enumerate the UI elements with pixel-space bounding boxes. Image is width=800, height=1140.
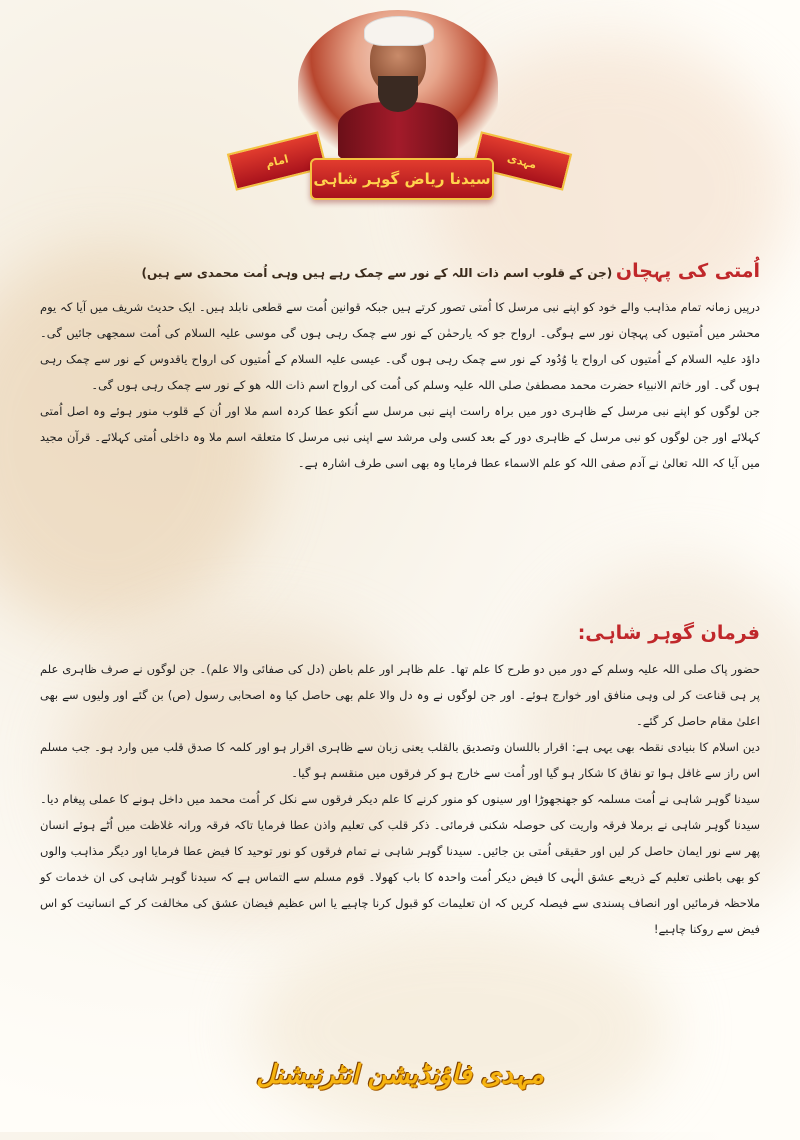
portrait-image: [298, 10, 498, 160]
section-heading: اُمتی کی پہچان: [615, 260, 760, 282]
header-emblem: [220, 0, 580, 255]
paragraph: دین اسلام کا بنیادی نقطہ بھی یہی ہے: اقرار باللسان وتصدیق بالقلب یعنی زبان سے ظاہری اقرار ہو اور کلمہ کا صدق قلب میں وارد ہو۔ جب مسلم اس راز سے غافل ہوا تو نفاق کا شکار ہو گیا اور اُمت سے خارج ہو کر فرقوں میں منقسم ہو گیا۔: [40, 740, 760, 780]
section-ummati-identity: [40, 258, 760, 476]
portrait-beard: [378, 76, 418, 112]
ribbon-right: مہدی: [472, 131, 572, 191]
section-farman: [40, 620, 760, 942]
ribbon-title: سیدنا ریاض گوہر شاہی: [310, 158, 494, 200]
background-glow: [250, 920, 670, 1140]
ribbon-left: امام: [227, 131, 327, 191]
paragraph: حضور پاک صلی اللہ علیہ وسلم کے دور میں دو طرح کا علم تھا۔ علم ظاہر اور علم باطن (دل کی صفائی والا علم)۔ جن لوگوں نے صرف ظاہری علم پر ہی قناعت کر لی وہی منافق اور خوارج ہوئے۔ اور جن لوگوں نے وہ دل والا علم بھی حاصل کیا وہ اصحابی رسول (ص) بن گئے اور ولیوں سے بھی اعلیٰ مقام حاصل کر گئے۔: [40, 662, 760, 728]
section-heading-line: [40, 258, 760, 286]
portrait-turban: [364, 16, 434, 46]
paragraph: سیدنا گوہر شاہی نے اُمت مسلمہ کو جھنجھوڑا اور سینوں کو منور کرنے کا علم دیکر فرقوں سے نکل کر اُمت محمد میں داخل ہونے کا عملی پیغام دیا۔ سیدنا گوہر شاہی نے برملا فرقہ واریت کی حوصلہ شکنی فرمائی۔ ذکر قلب کی تعلیم واذن عطا فرمایا تاکہ فرقہ ورانہ غلاظت میں اُٹے ہوئے انسان پھر سے نور ایمان حاصل کر لیں اور حقیقی اُمتی بن جائیں۔ سیدنا گوہر شاہی نے تمام فرقوں کو نور توحید کا فیض عطا فرمایا اور دیگر مذاہب والوں کو بھی باطنی تعلیم کے ذریعے عشق الٰہی کا فیض دیکر اُمت واحدہ کا باب کھولا۔ قوم مسلم سے التماس ہے کہ سیدنا گوہر شاہی کی ان خدمات کو ملاحظہ فرمائیں اور انصاف پسندی سے فیصلہ کریں کہ ان تعلیمات کو قبول کرنا چاہیے یا اس عظیم فیضان عشق کی مخالفت کر کے انسانیت کو اس فیض سے روکنا چاہیے!: [40, 792, 760, 936]
section-heading: فرمان گوہر شاہی:: [577, 622, 760, 644]
footer-org-name: مہدی فاؤنڈیشن انٹرنیشنل: [256, 1060, 544, 1090]
paragraph: جن لوگوں کو اپنے نبی مرسل کے ظاہری دور میں براہ راست اپنے نبی مرسل سے اُنکو عطا کردہ اسم ملا اور اُن کے قلوب منور ہوئے وہ اصل اُمتی کہلائے اور جن لوگوں کو نبی مرسل کے ظاہری دور کے بعد کسی ولی مرشد سے اپنی نبی مرسل کا متعلقہ اسم ملا وہ داخلی اُمتی کہلائے۔ قرآن مجید میں آیا کہ اللہ تعالیٰ نے آدم صفی اللہ کو علم الاسماء عطا فرمایا وہ بھی اسی طرف اشارہ ہے۔: [40, 404, 760, 470]
paragraph: درپیں زمانہ تمام مذاہب والے خود کو اپنے نبی مرسل کا اُمتی تصور کرتے ہیں جبکہ قوانین اُمت سے قطعی نابلد ہیں۔ ایک حدیث شریف میں آیا کہ یوم محشر میں اُمتیوں کی پہچان نور سے ہوگی۔ ارواح جو کہ یارحمٰن کے نور سے چمک رہی ہوں گی موسی علیہ السلام کی اُمت سمجھی جائیں گی۔ داؤد علیہ السلام کے اُمتیوں کی ارواح یا وُدُود کے نور سے چمک رہی ہوں گی۔ عیسی علیہ السلام کے اُمتیوں کی ارواح یاقدوس کے نور سے چمک رہی ہوں گی۔ اور خاتم الانبیاء حضرت محمد مصطفیٰ صلی اللہ علیہ وسلم کی اُمت کی ارواح اسم ذات اللہ ھو کے نور سے چمک رہی ہوں گی۔: [40, 300, 760, 392]
section-heading-line: [40, 620, 760, 648]
section-subheading: (جن کے قلوب اسم ذات اللہ کے نور سے چمک رہے ہیں وہی اُمت محمدی سے ہیں): [141, 266, 613, 280]
